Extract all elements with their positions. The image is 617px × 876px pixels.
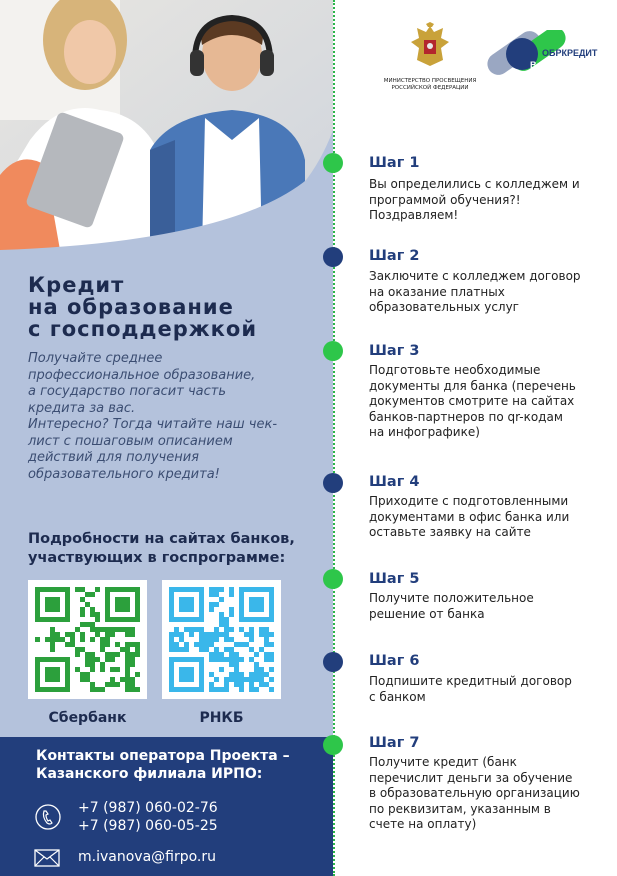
logo-line-2: В СПО xyxy=(530,60,559,70)
email-link[interactable]: m.ivanova@firpo.ru xyxy=(78,849,217,865)
phone-icon xyxy=(34,803,62,835)
step-line: Подпишите кредитный договор xyxy=(369,674,572,688)
intro-line: а государство погасит часть xyxy=(28,384,226,399)
step-2-title: Шаг 2 xyxy=(369,248,420,264)
step-7-text xyxy=(369,755,609,833)
step-line: Получите кредит (банк xyxy=(369,755,517,769)
step-line: Подготовьте необходимые xyxy=(369,363,541,377)
phone-number-1[interactable]: +7 (987) 060-02-76 xyxy=(78,800,218,816)
step-2-text xyxy=(369,269,609,316)
contacts-title-line-1: Контакты оператора Проекта – xyxy=(36,748,290,764)
step-line: перечислит деньги за обучение xyxy=(369,770,573,785)
step-6-dot xyxy=(323,652,343,672)
step-line: решение от банка xyxy=(369,606,485,621)
banks-title-line-2: участвующих в госпрограмме: xyxy=(28,550,286,566)
headline-line-3: с господдержкой xyxy=(28,317,258,341)
bank-name-rnkb: РНКБ xyxy=(199,710,244,726)
intro-line: Интересно? Тогда читайте наш чек- xyxy=(28,417,278,432)
step-line: счете на оплату) xyxy=(369,817,477,831)
step-line: оставьте заявку на сайте xyxy=(369,525,531,539)
intro-line: профессиональное образование, xyxy=(28,367,256,383)
step-line: документы для банка (перечень xyxy=(369,378,576,393)
ministry-logo xyxy=(380,22,480,91)
intro-line: кредита за вас. xyxy=(28,400,136,416)
headline-line-2: на образование xyxy=(28,295,234,319)
step-4-text xyxy=(369,494,609,541)
ministry-line-2: РОССИЙСКОЙ ФЕДЕРАЦИИ xyxy=(391,84,469,91)
step-1-title: Шаг 1 xyxy=(369,155,420,171)
intro-line: действий для получения xyxy=(28,450,199,465)
step-2-dot xyxy=(323,247,343,267)
qr-code-sberbank[interactable] xyxy=(28,580,147,699)
step-7-dot xyxy=(323,735,343,755)
logo-line-1: ОБРКРЕДИТ xyxy=(542,48,598,58)
step-line: банков-партнеров по qr-кодам xyxy=(369,409,563,424)
step-3-title: Шаг 3 xyxy=(369,343,420,359)
step-3-text xyxy=(369,363,609,441)
qr-pattern xyxy=(35,587,140,692)
step-5-text xyxy=(369,591,609,622)
step-line: на оказание платных xyxy=(369,284,505,299)
step-7-title: Шаг 7 xyxy=(369,735,420,751)
obrkredit-logo xyxy=(484,30,604,89)
envelope-icon xyxy=(34,849,60,871)
step-line: Заключите с колледжем договор xyxy=(369,269,581,283)
qr-code-rnkb[interactable] xyxy=(162,580,281,699)
step-5-title: Шаг 5 xyxy=(369,571,420,587)
intro-line: лист с пошаговым описанием xyxy=(28,433,233,449)
step-line: Поздравляем! xyxy=(369,208,459,222)
step-line: в образовательную организацию xyxy=(369,786,580,800)
contacts-panel xyxy=(0,737,333,876)
step-1-text xyxy=(369,177,609,224)
step-line: образовательных услуг xyxy=(369,300,519,314)
intro-line: Получайте среднее xyxy=(28,351,163,366)
banks-title-line-1: Подробности на сайтах банков, xyxy=(28,531,295,547)
step-line: документами в офис банка или xyxy=(369,509,570,524)
intro-line: образовательного кредита! xyxy=(28,466,220,482)
step-4-dot xyxy=(323,473,343,493)
contacts-title-line-2: Казанского филиала ИРПО: xyxy=(36,766,263,782)
step-5-dot xyxy=(323,569,343,589)
phones xyxy=(78,799,218,835)
step-line: Получите положительное xyxy=(369,591,534,605)
headline-line-1: Кредит xyxy=(28,273,125,297)
step-line: с банком xyxy=(369,689,426,704)
step-line: Приходите с подготовленными xyxy=(369,494,569,508)
headline xyxy=(28,274,328,340)
banks-title xyxy=(28,530,328,568)
step-line: Вы определились с колледжем и xyxy=(369,177,580,191)
bank-name-sberbank: Сбербанк xyxy=(48,710,127,726)
step-line: программой обучения?! xyxy=(369,192,521,207)
step-line: документов смотрите на сайтах xyxy=(369,394,575,408)
coat-of-arms-icon xyxy=(409,22,451,70)
step-1-dot xyxy=(323,153,343,173)
ministry-line-1: МИНИСТЕРСТВО ПРОСВЕЩЕНИЯ xyxy=(383,78,477,84)
step-6-title: Шаг 6 xyxy=(369,653,420,669)
step-6-text xyxy=(369,674,609,705)
step-4-title: Шаг 4 xyxy=(369,474,420,490)
phone-number-2[interactable]: +7 (987) 060-05-25 xyxy=(78,818,218,834)
contacts-title xyxy=(36,747,290,783)
qr-pattern xyxy=(169,587,274,692)
students-photo xyxy=(0,0,333,250)
step-line: на инфографике) xyxy=(369,425,480,439)
step-line: по реквизитам, указанным в xyxy=(369,801,551,816)
intro-text xyxy=(28,351,318,483)
step-3-dot xyxy=(323,341,343,361)
